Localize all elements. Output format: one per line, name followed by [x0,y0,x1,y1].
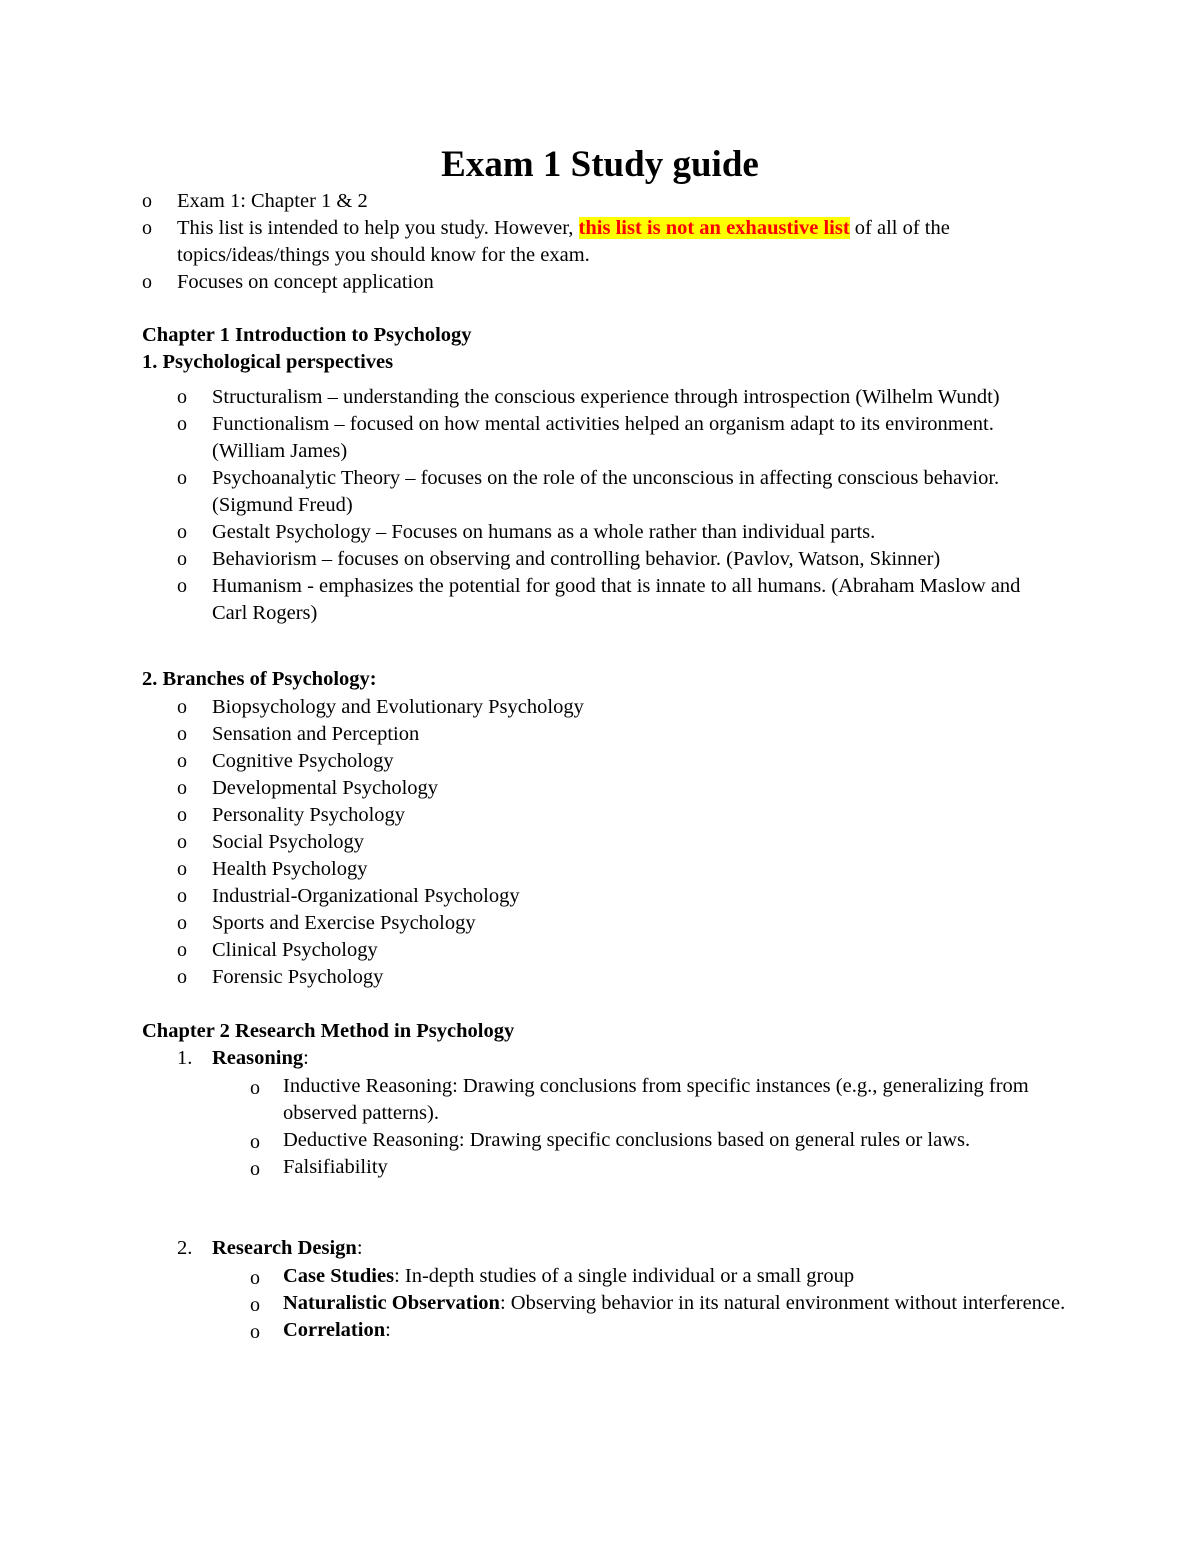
branches-heading [142,666,377,693]
list-item-text: Cognitive Psychology [212,750,394,772]
chapter-1-heading: Chapter 1 Introduction to Psychology [142,324,472,346]
bullet-icon: o [250,1131,260,1153]
bullet-icon: o [177,831,187,853]
bullet-icon: o [177,521,187,543]
list-item [0,775,1057,802]
bullet-icon: o [177,939,187,961]
list-item-text: Gestalt Psychology – Focuses on humans as a whole rather than individual parts. [212,521,876,543]
bullet-icon: o [177,912,187,934]
list-item [0,802,1057,829]
list-item-text: Sensation and Perception [212,723,420,745]
reasoning-list [0,1073,1200,1181]
branches-number: 2. [142,668,158,690]
list-item-text: Sports and Exercise Psychology [212,912,476,934]
list-item [0,829,1057,856]
bullet-icon: o [142,271,152,293]
bullet-icon: o [177,413,187,435]
list-item [0,573,1057,627]
list-item [0,546,1057,573]
bullet-icon: o [250,1267,260,1289]
list-item [0,519,1057,546]
list-item [0,1154,1073,1181]
bullet-icon: o [250,1321,260,1343]
bullet-icon: o [177,386,187,408]
list-item-text: Behaviorism – focuses on observing and controlling behavior. (Pavlov, Watson, Skinner) [212,548,941,570]
perspectives-heading [142,349,393,376]
bullet-icon: o [177,750,187,772]
branches-label: Branches of Psychology: [162,668,377,690]
list-item [0,721,1057,748]
list-item [0,1290,1073,1317]
bullet-icon: o [177,467,187,489]
list-item-text: : Observing behavior in its natural environment without interference. [499,1292,1066,1314]
design-heading [0,1235,1200,1262]
list-item [0,1073,1073,1127]
page-title: Exam 1 Study guide [441,144,759,185]
list-item-text: This list is intended to help you study. However, [177,217,579,239]
list-item-text: of all of the topics/ideas/things you should know for the exam. [177,217,950,266]
bullet-icon: o [142,190,152,212]
list-item [0,694,1057,721]
bullet-icon: o [142,217,152,239]
list-item-text: Humanism - emphasizes the potential for good that is innate to all humans. (Abraham Maslow and Carl Rogers) [212,575,1021,624]
list-item-text: Focuses on concept application [177,271,434,293]
chapter-2-heading: Chapter 2 Research Method in Psychology [142,1020,515,1042]
list-item [0,384,1057,411]
highlighted-warning: this list is not an exhaustive list [578,217,850,239]
list-item [0,269,1057,296]
bullet-icon: o [250,1294,260,1316]
perspectives-label: Psychological perspectives [162,351,394,373]
design-list [0,1263,1200,1344]
reasoning-number: 1. [177,1047,193,1069]
reasoning-colon: : [303,1047,309,1069]
list-item [0,465,1057,519]
bullet-icon: o [177,548,187,570]
bullet-icon: o [250,1158,260,1180]
reasoning-heading [0,1045,1200,1072]
bullet-icon: o [177,575,187,597]
list-item [0,910,1057,937]
list-item-text: Exam 1: Chapter 1 & 2 [177,190,368,212]
branches-list [0,694,1200,991]
intro-list [0,188,1200,296]
list-item [0,1263,1073,1290]
bullet-icon: o [177,777,187,799]
list-item-text: Psychoanalytic Theory – focuses on the role of the unconscious in affecting conscious behavior. (Sigmund Freud) [212,467,1000,516]
bullet-icon: o [177,696,187,718]
bullet-icon: o [177,858,187,880]
design-number: 2. [177,1237,193,1259]
list-item-text: Forensic Psychology [212,966,384,988]
list-item [0,748,1057,775]
list-item-text: Functionalism – focused on how mental activities helped an organism adapt to its environment. (William James) [212,413,994,462]
list-item-text: Deductive Reasoning: Drawing specific conclusions based on general rules or laws. [283,1129,971,1151]
list-item [0,1317,1073,1344]
list-item-term: Naturalistic Observation [283,1292,500,1314]
list-item-text: Falsifiability [283,1156,388,1178]
list-item [0,215,1057,269]
list-item [0,856,1057,883]
list-item-text: Developmental Psychology [212,777,439,799]
bullet-icon: o [177,723,187,745]
list-item-text: Social Psychology [212,831,365,853]
design-label: Research Design [212,1237,357,1259]
list-item [0,883,1057,910]
list-item-text: : [385,1319,391,1341]
list-item [0,937,1057,964]
bullet-icon: o [250,1077,260,1099]
bullet-icon: o [177,885,187,907]
perspectives-number: 1. [142,351,158,373]
list-item-term: Correlation [283,1319,386,1341]
list-item-text: Inductive Reasoning: Drawing conclusions from specific instances (e.g., generalizing from observed patterns). [283,1075,1029,1124]
list-item [0,1127,1073,1154]
perspectives-list [0,384,1200,627]
list-item-text: Clinical Psychology [212,939,378,961]
list-item-text: Personality Psychology [212,804,406,826]
list-item-text: Biopsychology and Evolutionary Psychology [212,696,584,718]
list-item [0,411,1057,465]
bullet-icon: o [177,804,187,826]
list-item-text: Structuralism – understanding the conscious experience through introspection (Wilhelm Wundt) [212,386,1000,408]
list-item [0,188,1057,215]
design-colon: : [356,1237,363,1259]
list-item-text: : In-depth studies of a single individual or a small group [394,1265,855,1287]
list-item [0,964,1057,991]
bullet-icon: o [177,966,187,988]
reasoning-label: Reasoning [212,1047,304,1069]
list-item-term: Case Studies [283,1265,395,1287]
list-item-text: Industrial-Organizational Psychology [212,885,520,907]
list-item-text: Health Psychology [212,858,368,880]
